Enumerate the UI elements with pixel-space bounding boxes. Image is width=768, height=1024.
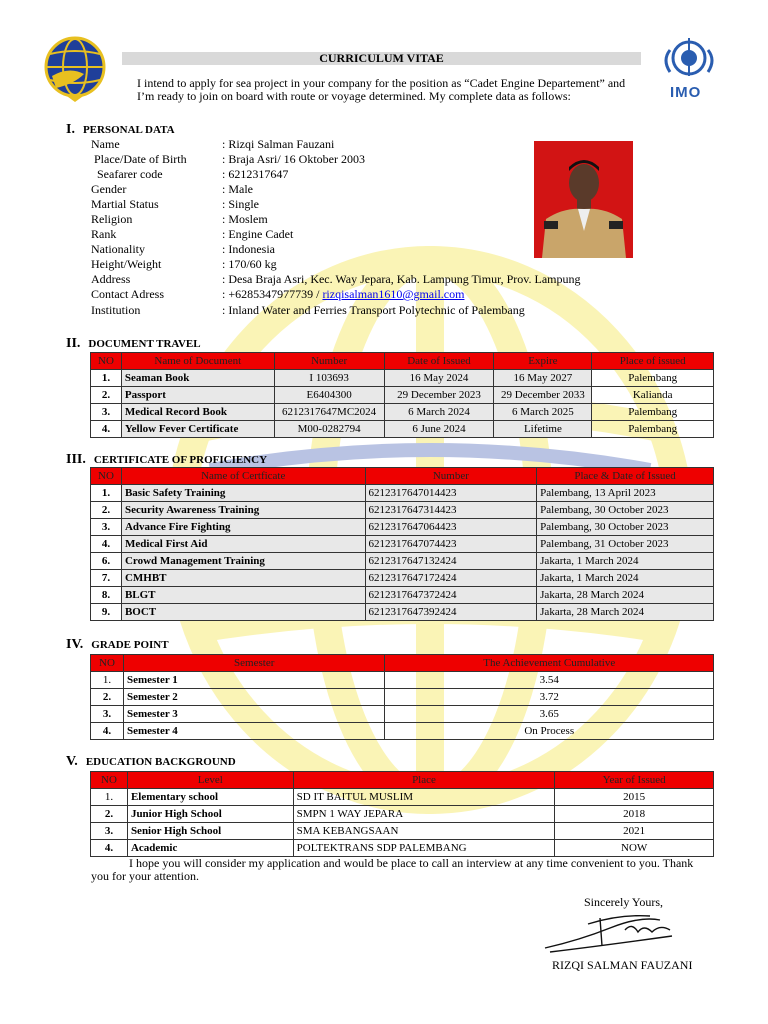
table-cell: Security Awareness Training <box>121 502 365 519</box>
intro-line: I’m ready to join on board with route or voyage determined. My complete data as follows: <box>137 89 571 103</box>
section-heading-certificates <box>66 452 267 468</box>
table-cell: 1. <box>91 485 122 502</box>
table-cell: 16 May 2024 <box>384 370 494 387</box>
column-header: Level <box>127 772 293 789</box>
table-cell: 3. <box>91 519 122 536</box>
table-cell: 9. <box>91 604 122 621</box>
table-cell: Jakarta, 1 March 2024 <box>537 570 714 587</box>
table-row <box>91 485 714 502</box>
imo-emblem-icon <box>658 36 720 84</box>
table-cell: 16 May 2027 <box>494 370 592 387</box>
table-cell: 6212317647064423 <box>365 519 537 536</box>
table-cell: SMPN 1 WAY JEPARA <box>293 806 555 823</box>
column-header: The Achievement Cumulative <box>385 655 714 672</box>
column-header: NO <box>91 655 124 672</box>
personal-value-text: : Single <box>222 197 260 211</box>
table-cell: Senior High School <box>127 823 293 840</box>
closing-paragraph: I hope you will consider my application and would be place to call an interview at any time convenient to you. Thank you for your attention. <box>91 856 694 883</box>
table-cell: Advance Fire Fighting <box>121 519 365 536</box>
table-cell: Elementary school <box>127 789 293 806</box>
table-row <box>91 823 714 840</box>
personal-label: Height/Weight <box>91 257 162 271</box>
personal-label: Place/Date of Birth <box>91 152 187 166</box>
section-heading-documents <box>66 336 201 352</box>
table-cell: 6 March 2024 <box>384 404 494 421</box>
table-cell: Lifetime <box>494 421 592 438</box>
table-cell: 3.72 <box>385 689 714 706</box>
profile-photo <box>534 141 633 258</box>
table-cell: E6404300 <box>274 387 384 404</box>
personal-data-row <box>91 287 611 302</box>
email-link[interactable]: rizqisalman1610@gmail.com <box>322 287 465 301</box>
personal-label: Religion <box>91 212 133 226</box>
personal-data-row <box>91 197 611 212</box>
section-title: CERTIFICATE OF PROFICIENCY <box>93 454 268 466</box>
page-title: CURRICULUM VITAE <box>122 52 641 65</box>
table-cell: 6 June 2024 <box>384 421 494 438</box>
signature-name: RIZQI SALMAN FAUZANI <box>552 958 693 972</box>
intro-paragraph <box>137 77 637 103</box>
table-cell: 6212317647074423 <box>365 536 537 553</box>
ministry-logo-icon <box>44 36 106 102</box>
table-cell: Palembang <box>592 404 714 421</box>
table-row <box>91 723 714 740</box>
table-cell: Jakarta, 28 March 2024 <box>537 604 714 621</box>
personal-data-row <box>91 303 611 318</box>
table-cell: NOW <box>555 840 714 857</box>
table-cell: 8. <box>91 587 122 604</box>
table-cell: On Process <box>385 723 714 740</box>
personal-value <box>222 242 275 257</box>
table-cell: 2021 <box>555 823 714 840</box>
personal-label: Nationality <box>91 242 145 256</box>
personal-value <box>222 197 259 212</box>
table-cell: 2. <box>91 806 128 823</box>
table-cell: 6212317647172424 <box>365 570 537 587</box>
personal-label: Rank <box>91 227 117 241</box>
personal-data-row <box>91 257 611 272</box>
personal-value-text: : 6212317647 <box>222 167 289 181</box>
table-row <box>91 421 714 438</box>
table-cell: I 103693 <box>274 370 384 387</box>
table-row <box>91 587 714 604</box>
table-cell: Jakarta, 1 March 2024 <box>537 553 714 570</box>
table-row <box>91 570 714 587</box>
table-cell: 29 December 2023 <box>384 387 494 404</box>
table-cell: Basic Safety Training <box>121 485 365 502</box>
section-title: PERSONAL DATA <box>82 124 175 136</box>
section-number: III. <box>66 452 86 467</box>
table-cell: 3. <box>91 823 128 840</box>
column-header: Place & Date of Issued <box>537 468 714 485</box>
table-cell: 6212317647314423 <box>365 502 537 519</box>
table-cell: 2018 <box>555 806 714 823</box>
table-cell: Palembang, 30 October 2023 <box>537 519 714 536</box>
table-cell: BLGT <box>121 587 365 604</box>
table-row <box>91 840 714 857</box>
section-number: II. <box>66 336 81 351</box>
grade-table <box>90 654 714 740</box>
personal-data-row <box>91 137 611 152</box>
personal-value-text: : Rizqi Salman Fauzani <box>222 137 335 151</box>
personal-data-row <box>91 182 611 197</box>
personal-value-text: : Indonesia <box>222 242 275 256</box>
table-cell: Semester 3 <box>123 706 384 723</box>
table-cell: Semester 2 <box>123 689 384 706</box>
column-header: NO <box>91 468 122 485</box>
table-row <box>91 370 714 387</box>
section-title: DOCUMENT TRAVEL <box>88 338 201 350</box>
personal-data-row <box>91 212 611 227</box>
personal-data-row <box>91 152 611 167</box>
personal-label: Contact Adress <box>91 287 164 301</box>
personal-value-text: : Male <box>222 182 253 196</box>
column-header: Year of Issued <box>555 772 714 789</box>
education-table <box>90 771 714 857</box>
column-header: Date of Issued <box>384 353 494 370</box>
closing-salutation: Sincerely Yours, <box>584 895 664 909</box>
table-cell: Academic <box>127 840 293 857</box>
personal-value-text: : +6285347977739 / <box>222 287 323 301</box>
table-cell: SD IT BAITUL MUSLIM <box>293 789 555 806</box>
table-cell: Palembang <box>592 421 714 438</box>
personal-value-text: : Inland Water and Ferries Transport Polytechnic of Palembang <box>222 303 525 317</box>
personal-value <box>222 257 277 272</box>
document-table <box>90 352 714 438</box>
personal-label: Gender <box>91 182 127 196</box>
table-cell: M00-0282794 <box>274 421 384 438</box>
table-cell: 6212317647372424 <box>365 587 537 604</box>
personal-data-row <box>91 227 611 242</box>
table-row <box>91 672 714 689</box>
column-header: Semester <box>123 655 384 672</box>
column-header: Name of Certficate <box>121 468 365 485</box>
table-row <box>91 553 714 570</box>
table-cell: 4. <box>91 840 128 857</box>
table-cell: Medical Record Book <box>121 404 274 421</box>
column-header: Place <box>293 772 555 789</box>
table-cell: 29 December 2033 <box>494 387 592 404</box>
personal-value <box>222 272 581 287</box>
intro-line: I intend to apply for sea project in your company for the position as “Cadet Engine Departement” and <box>137 76 626 90</box>
personal-value <box>222 287 464 302</box>
section-heading-personal <box>66 122 175 138</box>
table-cell: 7. <box>91 570 122 587</box>
table-cell: Jakarta, 28 March 2024 <box>537 587 714 604</box>
section-title: EDUCATION BACKGROUND <box>85 756 236 768</box>
personal-data-row <box>91 242 611 257</box>
signature-icon <box>540 910 680 955</box>
personal-value-text: : Braja Asri/ 16 Oktober 2003 <box>222 152 365 166</box>
table-cell: Palembang <box>592 370 714 387</box>
column-header: Number <box>274 353 384 370</box>
table-cell: Seaman Book <box>121 370 274 387</box>
column-header: Name of Document <box>121 353 274 370</box>
personal-value-text: : Desa Braja Asri, Kec. Way Jepara, Kab. Lampung Timur, Prov. Lampung <box>222 272 581 286</box>
table-cell: 6 March 2025 <box>494 404 592 421</box>
imo-logo-text: IMO <box>670 84 702 101</box>
table-cell: Palembang, 13 April 2023 <box>537 485 714 502</box>
personal-label: Martial Status <box>91 197 159 211</box>
table-row <box>91 789 714 806</box>
section-title: GRADE POINT <box>91 639 169 651</box>
table-cell: Junior High School <box>127 806 293 823</box>
table-row <box>91 604 714 621</box>
personal-value <box>222 227 293 242</box>
table-cell: Semester 4 <box>123 723 384 740</box>
table-cell: 1. <box>91 672 124 689</box>
table-cell: 4. <box>91 536 122 553</box>
column-header: Expire <box>494 353 592 370</box>
table-cell: 2015 <box>555 789 714 806</box>
personal-label: Name <box>91 137 120 151</box>
column-header: Place of issued <box>592 353 714 370</box>
table-row <box>91 387 714 404</box>
table-cell: 3.65 <box>385 706 714 723</box>
column-header: NO <box>91 353 122 370</box>
table-cell: Palembang, 31 October 2023 <box>537 536 714 553</box>
table-cell: Passport <box>121 387 274 404</box>
table-cell: CMHBT <box>121 570 365 587</box>
certificate-table <box>90 467 714 621</box>
table-cell: Semester 1 <box>123 672 384 689</box>
personal-data-row <box>91 167 611 182</box>
table-row <box>91 706 714 723</box>
personal-value-text: : 170/60 kg <box>222 257 277 271</box>
table-cell: 6212317647132424 <box>365 553 537 570</box>
column-header: Number <box>365 468 537 485</box>
personal-value <box>222 137 334 152</box>
table-cell: 4. <box>91 723 124 740</box>
table-cell: 2. <box>91 387 122 404</box>
personal-label: Seafarer code <box>91 167 163 181</box>
personal-value <box>222 303 525 318</box>
personal-value <box>222 212 268 227</box>
table-row <box>91 689 714 706</box>
personal-value <box>222 152 365 167</box>
column-header: NO <box>91 772 128 789</box>
section-number: IV. <box>66 637 84 652</box>
personal-data-row <box>91 272 611 287</box>
table-row <box>91 404 714 421</box>
table-cell: 3. <box>91 706 124 723</box>
table-cell: 6212317647392424 <box>365 604 537 621</box>
personal-value-text: : Moslem <box>222 212 268 226</box>
table-cell: Yellow Fever Certificate <box>121 421 274 438</box>
table-row <box>91 502 714 519</box>
section-number: I. <box>66 122 75 137</box>
table-cell: 6. <box>91 553 122 570</box>
table-cell: Crowd Management Training <box>121 553 365 570</box>
table-cell: 6212317647MC2024 <box>274 404 384 421</box>
table-cell: SMA KEBANGSAAN <box>293 823 555 840</box>
personal-label: Institution <box>91 303 141 317</box>
table-cell: 1. <box>91 370 122 387</box>
table-cell: 3. <box>91 404 122 421</box>
table-cell: 1. <box>91 789 128 806</box>
table-cell: 6212317647014423 <box>365 485 537 502</box>
personal-value <box>222 167 288 182</box>
table-cell: 2. <box>91 502 122 519</box>
table-cell: 2. <box>91 689 124 706</box>
table-cell: 3.54 <box>385 672 714 689</box>
table-row <box>91 519 714 536</box>
table-cell: POLTEKTRANS SDP PALEMBANG <box>293 840 555 857</box>
table-row <box>91 536 714 553</box>
section-number: V. <box>66 754 78 769</box>
table-cell: Medical First Aid <box>121 536 365 553</box>
personal-value-text: : Engine Cadet <box>222 227 294 241</box>
table-row <box>91 806 714 823</box>
section-heading-education <box>66 754 236 770</box>
table-cell: BOCT <box>121 604 365 621</box>
table-cell: Kalianda <box>592 387 714 404</box>
section-heading-grades <box>66 637 169 653</box>
table-cell: Palembang, 30 October 2023 <box>537 502 714 519</box>
personal-label: Address <box>91 272 131 286</box>
personal-value <box>222 182 253 197</box>
person-photo-icon <box>534 141 633 258</box>
table-cell: 4. <box>91 421 122 438</box>
